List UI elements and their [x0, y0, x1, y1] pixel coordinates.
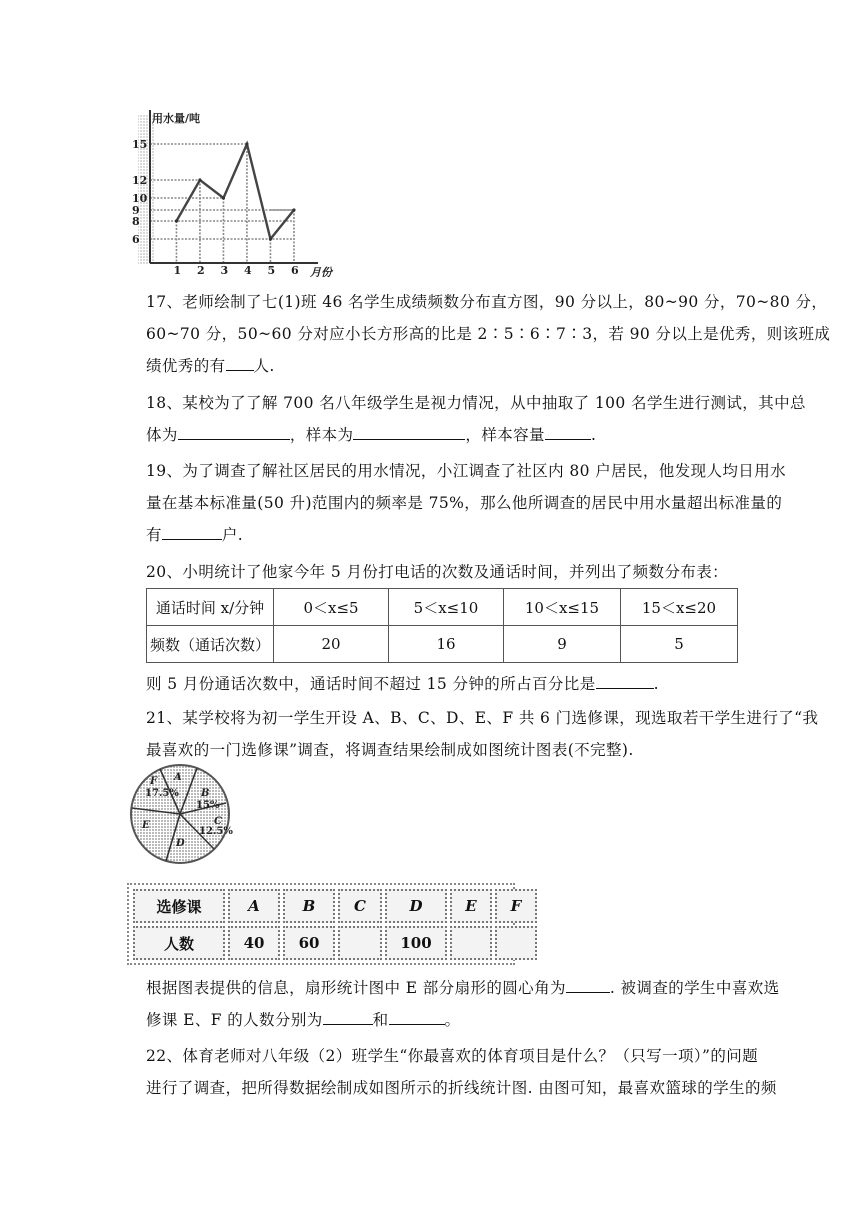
table-header-cell: A: [228, 889, 280, 923]
q18-sample-blank[interactable]: [353, 423, 465, 440]
x-tick-label: 5: [267, 264, 276, 277]
q18-line-1: 18、某校为了了解 700 名八年级学生是视力情况，从中抽取了 100 名学生进行测试，其中总: [146, 394, 806, 412]
q22-line-1: 22、体育老师对八年级（2）班学生“你最喜欢的体育项目是什么？（只写一项）”的问题: [146, 1047, 759, 1065]
x-tick-label: 3: [220, 264, 229, 277]
data-point: [292, 208, 295, 211]
y-tick-label: 9: [132, 204, 140, 217]
y-tick-label: 6: [132, 233, 140, 246]
y-axis-label: 用水量/吨: [152, 112, 201, 125]
table-header-cell: F: [495, 889, 537, 923]
q17-answer-blank[interactable]: [226, 354, 254, 371]
table-header-cell: 10＜x≤15: [504, 589, 621, 626]
table-header-cell: 5＜x≤10: [389, 589, 504, 626]
table-row: [147, 589, 738, 626]
problem-18: [146, 387, 806, 451]
q21-question-and: 和: [372, 1011, 389, 1029]
x-axis-label: 月份: [310, 266, 332, 279]
x-tick-label: 4: [243, 264, 252, 277]
table-header-cell: B: [283, 889, 335, 923]
table-row: [133, 889, 537, 923]
table-cell: 20: [274, 626, 389, 663]
data-point: [269, 237, 272, 240]
pie-label-D: D: [176, 838, 185, 849]
pie-label-A: A: [174, 772, 182, 783]
x-tick-label: 1: [173, 264, 182, 277]
q20-question-end: .: [653, 675, 659, 693]
q17-line-1: 17、老师绘制了七(1)班 46 名学生成绩频数分布直方图，90 分以上，80~90 分，70~80 分，: [146, 293, 828, 311]
q18-text-size: ，样本容量: [465, 426, 545, 444]
q21-question-text-2: . 被调查的学生中喜欢选: [609, 979, 780, 997]
y-tick-label: 8: [132, 215, 140, 228]
table-cell: [450, 926, 492, 960]
table-cell: 16: [389, 626, 504, 663]
q21-question-text: 根据图表提供的信息，扇形统计图中 E 部分扇形的圆心角为: [146, 979, 566, 997]
pie-label-F-pct: 17.5%: [145, 788, 179, 799]
call-frequency-table: [146, 588, 738, 663]
problem-20-question: [146, 668, 736, 700]
course-pie-chart: [128, 760, 234, 870]
q19-text-you: 有: [146, 526, 162, 544]
pie-label-C-pct: 12.5%: [199, 826, 233, 837]
q19-line-1: 19、为了调查了解社区居民的用水情况，小江调查了社区内 80 户居民，他发现人均日用水: [146, 462, 787, 480]
x-tick-label: 2: [196, 264, 205, 277]
series-line: [176, 144, 294, 239]
table-row: [147, 626, 738, 663]
q21-question-end: 。: [444, 1011, 461, 1029]
chart-gridlines: [150, 144, 294, 263]
table-header-cell: C: [338, 889, 382, 923]
problem-19: [146, 455, 787, 551]
data-point: [198, 178, 201, 181]
y-tick-label: 12: [132, 174, 148, 187]
problem-21-question: [146, 972, 780, 1036]
table-cell: 100: [385, 926, 447, 960]
data-point: [222, 196, 225, 199]
table-header-cell: 0＜x≤5: [274, 589, 389, 626]
q20-answer-blank[interactable]: [596, 672, 654, 689]
q21-angle-blank[interactable]: [566, 976, 610, 993]
table-cell: [495, 926, 537, 960]
table-header-cell: 选修课: [133, 889, 225, 923]
problem-20-intro: 20、小明统计了他家今年 5 月份打电话的次数及通话时间，并列出了频数分布表：: [146, 563, 729, 581]
q20-question-text: 则 5 月份通话次数中，通话时间不超过 15 分钟的所占百分比是: [146, 675, 596, 693]
table-cell: 9: [504, 626, 621, 663]
problem-17: [146, 286, 831, 382]
problem-21: [146, 702, 819, 766]
table-cell: 5: [621, 626, 738, 663]
q17-line-3-end: 人.: [253, 357, 275, 375]
pie-label-C: C: [214, 816, 222, 827]
table-cell: 频数（通话次数）: [147, 626, 274, 663]
problem-22: [146, 1040, 777, 1104]
water-usage-chart: [128, 106, 348, 282]
course-table: [130, 886, 540, 963]
q21-line-2: 最喜欢的一门选修课”调查，将调查结果绘制成如图统计图表(不完整).: [146, 741, 634, 759]
q17-line-2: 60~70 分，50~60 分对应小长方形高的比是 2∶5∶6∶7∶3，若 90 分以上是优秀，则该班成: [146, 325, 831, 343]
y-tick-label: 15: [132, 138, 148, 151]
table-header-cell: D: [385, 889, 447, 923]
q21-E-count-blank[interactable]: [323, 1008, 373, 1025]
q17-line-3: 绩优秀的有: [146, 357, 226, 375]
table-cell: 40: [228, 926, 280, 960]
x-tick-label: 6: [290, 264, 299, 277]
pie-label-E: E: [142, 820, 150, 831]
q18-text-sample: ，样本为: [289, 426, 354, 444]
q22-line-2: 进行了调查，把所得数据绘制成如图所示的折线统计图. 由图可知，最喜欢篮球的学生的频: [146, 1079, 777, 1097]
pie-label-B: B: [201, 788, 210, 799]
data-point: [175, 219, 178, 222]
table-cell: 人数: [133, 926, 225, 960]
pie-label-F: F: [150, 776, 158, 787]
q18-size-blank[interactable]: [545, 423, 591, 440]
q18-text-end: .: [590, 426, 597, 444]
pie-label-B-pct: 15%: [196, 800, 220, 811]
data-point: [245, 142, 248, 145]
q19-line-2: 量在基本标准量(50 升)范围内的频率是 75%，那么他所调查的居民中用水量超出标准量的: [146, 494, 783, 512]
table-cell: [338, 926, 382, 960]
table-cell: 60: [283, 926, 335, 960]
q19-text-end: 户.: [221, 526, 244, 544]
q21-question-text-3: 修课 E、F 的人数分别为: [146, 1011, 323, 1029]
q18-population-blank[interactable]: [178, 423, 290, 440]
q21-F-count-blank[interactable]: [389, 1008, 445, 1025]
q18-text-population: 体为: [146, 426, 178, 444]
table-header-cell: 通话时间 x/分钟: [147, 589, 274, 626]
y-tick-label: 10: [132, 192, 148, 205]
table-header-cell: E: [450, 889, 492, 923]
q21-line-1: 21、某学校将为初一学生开设 A、B、C、D、E、F 共 6 门选修课，现选取若干学生进行了“我: [146, 709, 819, 727]
table-row: [133, 926, 537, 960]
table-header-cell: 15＜x≤20: [621, 589, 738, 626]
q19-answer-blank[interactable]: [162, 523, 222, 540]
